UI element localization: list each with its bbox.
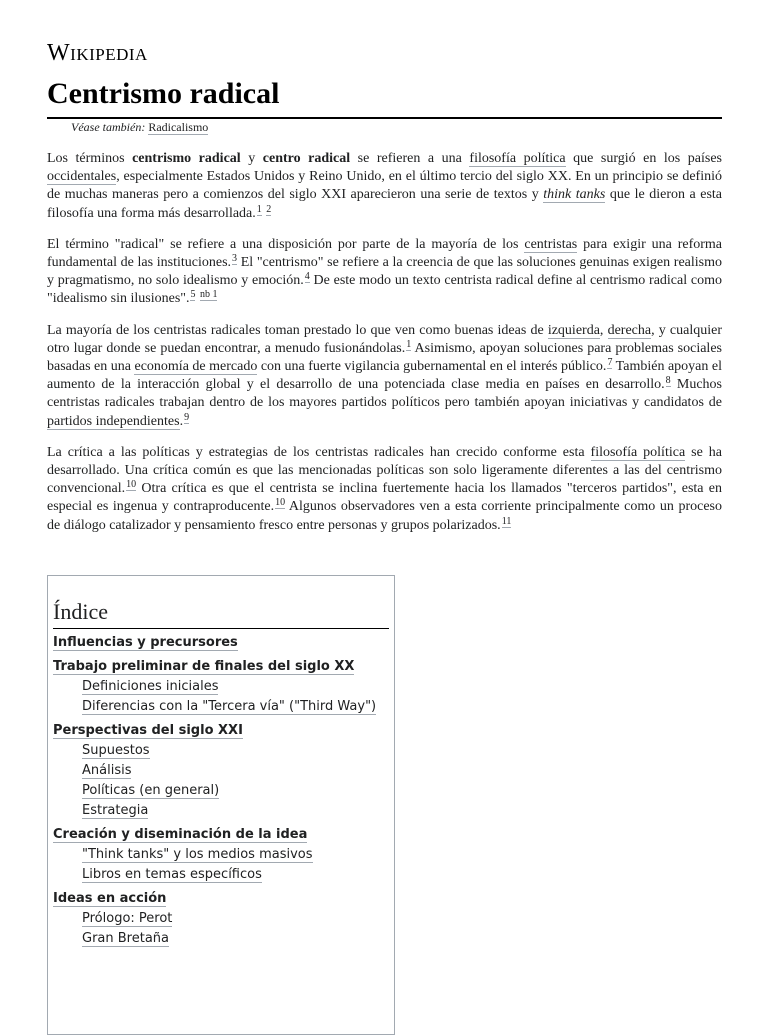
toc-link-ideas-en-accion[interactable]: Ideas en acción <box>53 891 167 906</box>
link-filosofia-politica[interactable]: filosofía política <box>469 151 566 166</box>
toc-link-influencias[interactable]: Influencias y precursores <box>53 635 238 650</box>
hatnote <box>71 119 208 136</box>
toc-title: Índice <box>53 598 389 629</box>
link-partidos-independientes[interactable]: partidos independientes <box>47 413 180 429</box>
toc-section <box>53 825 389 845</box>
table-of-contents <box>47 575 395 1035</box>
ref-1[interactable]: 1 <box>256 203 262 215</box>
hatnote-link-radicalismo[interactable]: Radicalismo <box>148 120 209 134</box>
ref-3[interactable]: 3 <box>232 253 238 265</box>
toc-section <box>53 633 389 653</box>
toc-subsection <box>53 909 389 929</box>
toc-section <box>53 889 389 909</box>
toc-link-prologo-perot[interactable]: Prólogo: Perot <box>82 911 173 926</box>
link-economia-de-mercado[interactable]: economía de mercado <box>134 359 258 375</box>
paragraph-2: El término "radical" se refiere a una disposición por parte de la mayoría de los centristas para exigir una reforma fundamental de las instituciones.$^3$ El "centrismo" se refiere a la creencia de que las soluciones genuinas exigen realismo y pragmatismo, no solo idealismo y emoción.$^4$ De este modo un texto centrista radical define al centrismo radical como "idealismo sin ilusiones".$^5$ $^{nb 1}$ <box>47 236 723 307</box>
link-derecha[interactable]: derecha <box>607 322 652 338</box>
toc-subsection <box>53 761 389 781</box>
wikipedia-logo[interactable]: Wikipedia <box>47 40 148 66</box>
link-occidentales[interactable]: occidentales <box>47 169 117 185</box>
toc-link-estrategia[interactable]: Estrategia <box>82 803 149 818</box>
link-think-tanks[interactable]: think tanks <box>543 187 606 203</box>
toc-subsection <box>53 801 389 821</box>
ref-2[interactable]: 2 <box>266 203 272 215</box>
ref-8[interactable]: 8 <box>665 375 671 387</box>
toc-link-supuestos[interactable]: Supuestos <box>82 743 150 758</box>
paragraph-3: La mayoría de los centristas radicales toman prestado lo que ven como buenas ideas de izquierda, derecha, y cualquier otro lugar donde se puedan encontrar, a menudo fusionándolas.$^1$ Asimismo, apoyan soluciones para problemas sociales basadas en una economía de mercado con una fuerte vigilancia gubernamental en el interés público.$^7$ También apoyan el aumento de la interacción global y el desarrollo de una potenciada clase media en países en desarrollo.$^8$ Muchos centristas radicales trabajan dentro de los mayores partidos políticos pero también apoyan iniciativas y candidatos de partidos independientes.$^9$ <box>47 322 723 429</box>
link-izquierda[interactable]: izquierda <box>547 322 600 338</box>
ref-nb1[interactable]: nb 1 <box>199 289 218 301</box>
toc-subsection <box>53 741 389 761</box>
toc-subsection <box>53 845 389 865</box>
link-filosofia-politica-2[interactable]: filosofía política <box>590 444 686 460</box>
toc-link-analisis[interactable]: Análisis <box>82 763 132 778</box>
ref-7[interactable]: 7 <box>607 357 613 369</box>
toc-subsection <box>53 865 389 885</box>
toc-section <box>53 657 389 677</box>
paragraph-1: Los términos centrismo radical y centro radical se refieren a una filosofía política que surgió en los países occidentales, especialmente Estados Unidos y Reino Unido, en el último tercio del siglo XX. En un principio se definió de muchas maneras pero a comienzos del siglo XXI aparecieron una serie de textos y think tanks que le dieron a esta filosofía una forma más desarrollada.$^1$ $^2$ <box>47 151 723 221</box>
toc-link-think-tanks[interactable]: "Think tanks" y los medios masivos <box>82 847 313 862</box>
paragraph-4: La crítica a las políticas y estrategias de los centristas radicales han crecido conforme esta filosofía política se ha desarrollado. Una crítica común es que las mencionadas políticas son solo ligeramente diferentes a las del centrismo convencional.$^{10}$ Otra crítica es que el centrista se inclina fuertemente hacia los llamados "terceros partidos", esta en especial es ingenua y contraproducente.$^{10}$ Algunos observadores ven a esta corriente principalmente como un proceso de diálogo catalizador y pensamiento fresco entre personas y grupos polarizados.$^{11}$ <box>47 444 722 533</box>
page-title: Centrismo radical <box>47 77 280 110</box>
toc-link-tercera-via[interactable]: Diferencias con la "Tercera vía" ("Third Way") <box>82 699 377 714</box>
toc-link-politicas[interactable]: Políticas (en general) <box>82 783 220 798</box>
toc-link-trabajo-preliminar[interactable]: Trabajo preliminar de finales del siglo XX <box>53 659 355 674</box>
toc-subsection <box>53 781 389 801</box>
toc-link-definiciones[interactable]: Definiciones iniciales <box>82 679 219 694</box>
toc-link-libros[interactable]: Libros en temas específicos <box>82 867 262 882</box>
ref-10b[interactable]: 10 <box>275 497 286 509</box>
ref-10[interactable]: 10 <box>126 479 137 491</box>
ref-9[interactable]: 9 <box>184 411 190 423</box>
toc-link-creacion[interactable]: Creación y diseminación de la idea <box>53 827 308 842</box>
toc-section <box>53 721 389 741</box>
toc-subsection <box>53 677 389 697</box>
toc-subsection <box>53 697 389 717</box>
toc-list <box>53 633 389 949</box>
ref-5[interactable]: 5 <box>190 289 196 301</box>
toc-link-perspectivas[interactable]: Perspectivas del siglo XXI <box>53 723 243 738</box>
toc-link-gran-bretana[interactable]: Gran Bretaña <box>82 931 170 946</box>
toc-subsection <box>53 929 389 949</box>
link-centristas[interactable]: centristas <box>524 236 578 252</box>
hatnote-prefix: Véase también: <box>71 120 146 134</box>
ref-11[interactable]: 11 <box>501 515 512 527</box>
ref-1b[interactable]: 1 <box>406 338 412 350</box>
ref-4[interactable]: 4 <box>304 271 310 283</box>
article-body <box>47 150 722 548</box>
